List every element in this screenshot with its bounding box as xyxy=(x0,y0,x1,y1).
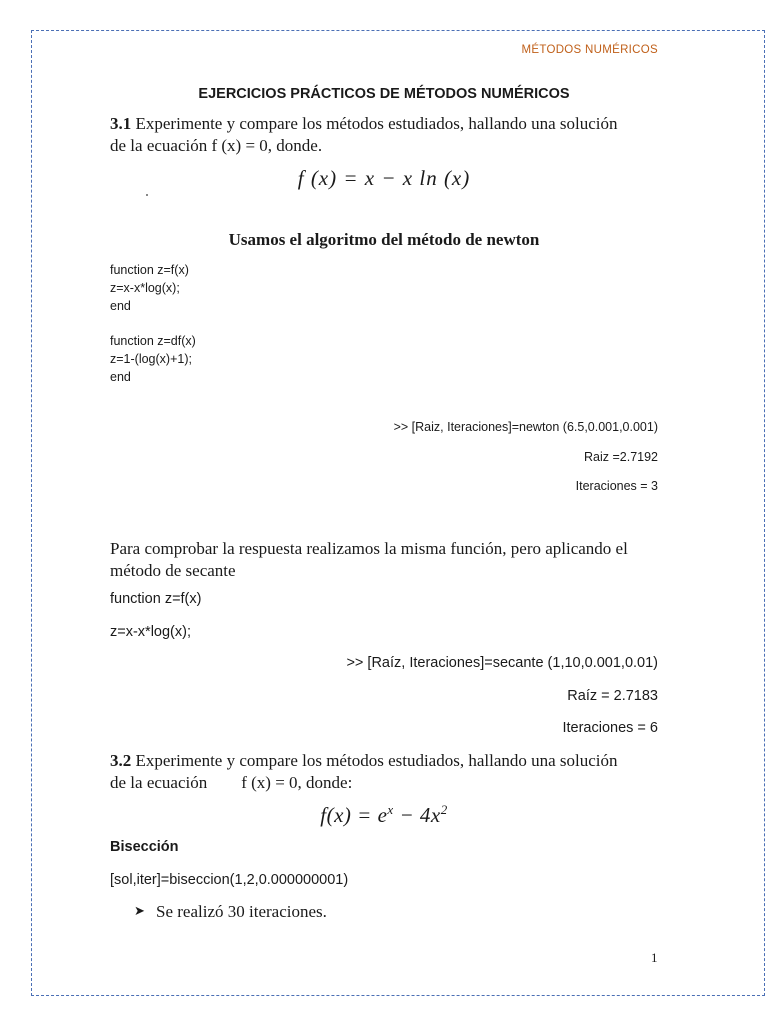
code-line: end xyxy=(110,370,131,384)
bisection-call: [sol,iter]=biseccion(1,2,0.000000001) xyxy=(110,872,349,888)
formula-exponent: x xyxy=(387,802,394,817)
formula-square: 2 xyxy=(440,802,448,817)
exercise-3-1-line-2: de la ecuación f (x) = 0, donde. xyxy=(110,136,323,155)
formula-3-1: f (x) = x − x ln (x) xyxy=(297,166,471,190)
newton-call: >> [Raiz, Iteraciones]=newton (6.5,0.001,0.001) xyxy=(393,420,658,434)
secant-intro-line-2: método de secante xyxy=(110,561,236,580)
exercise-text: Experimente y compare los métodos estudiados, hallando una solución xyxy=(131,751,618,770)
code-line: z=1-(log(x)+1); xyxy=(110,352,192,366)
secant-code-line-2: z=x-x*log(x); xyxy=(110,624,191,640)
formula-tail: − 4x xyxy=(393,803,441,827)
newton-heading: Usamos el algoritmo del método de newton xyxy=(228,230,540,249)
code-line: function z=df(x) xyxy=(110,334,196,348)
exercise-number: 3.1 xyxy=(110,114,132,133)
code-line: function z=f(x) xyxy=(110,263,189,277)
bisection-result: Se realizó 30 iteraciones. xyxy=(156,902,327,921)
secant-call: >> [Raíz, Iteraciones]=secante (1,10,0.001,0.01) xyxy=(346,655,658,671)
newton-code-block-df xyxy=(110,332,196,386)
secant-intro-line-1: Para comprobar la respuesta realizamos la misma función, pero aplicando el xyxy=(110,539,628,558)
newton-iterations: Iteraciones = 3 xyxy=(575,479,658,493)
secant-root: Raíz = 2.7183 xyxy=(567,688,658,704)
secant-iterations: Iteraciones = 6 xyxy=(562,720,658,736)
exercise-3-2-line-2: de la ecuación f (x) = 0, donde: xyxy=(110,773,353,792)
code-line: end xyxy=(110,299,131,313)
newton-code-block-f xyxy=(110,261,189,315)
exercise-3-1-line-1 xyxy=(110,113,618,135)
document-title: EJERCICIOS PRÁCTICOS DE MÉTODOS NUMÉRICOS xyxy=(198,86,570,102)
exercise-3-2-line-1 xyxy=(110,750,618,772)
running-header: MÉTODOS NUMÉRICOS xyxy=(521,44,658,56)
secant-code-line-1: function z=f(x) xyxy=(110,591,202,607)
formula-3-2 xyxy=(0,802,768,828)
bisection-heading: Bisección xyxy=(110,839,179,855)
arrow-bullet-icon: ➤ xyxy=(134,903,145,918)
exercise-text: Experimente y compare los métodos estudiados, hallando una solución xyxy=(131,114,618,133)
exercise-number: 3.2 xyxy=(110,751,132,770)
stray-dot xyxy=(146,194,148,196)
page-number: 1 xyxy=(651,950,658,965)
code-line: z=x-x*log(x); xyxy=(110,281,180,295)
newton-root: Raiz =2.7192 xyxy=(583,450,658,464)
formula-base: f(x) = e xyxy=(320,803,388,827)
